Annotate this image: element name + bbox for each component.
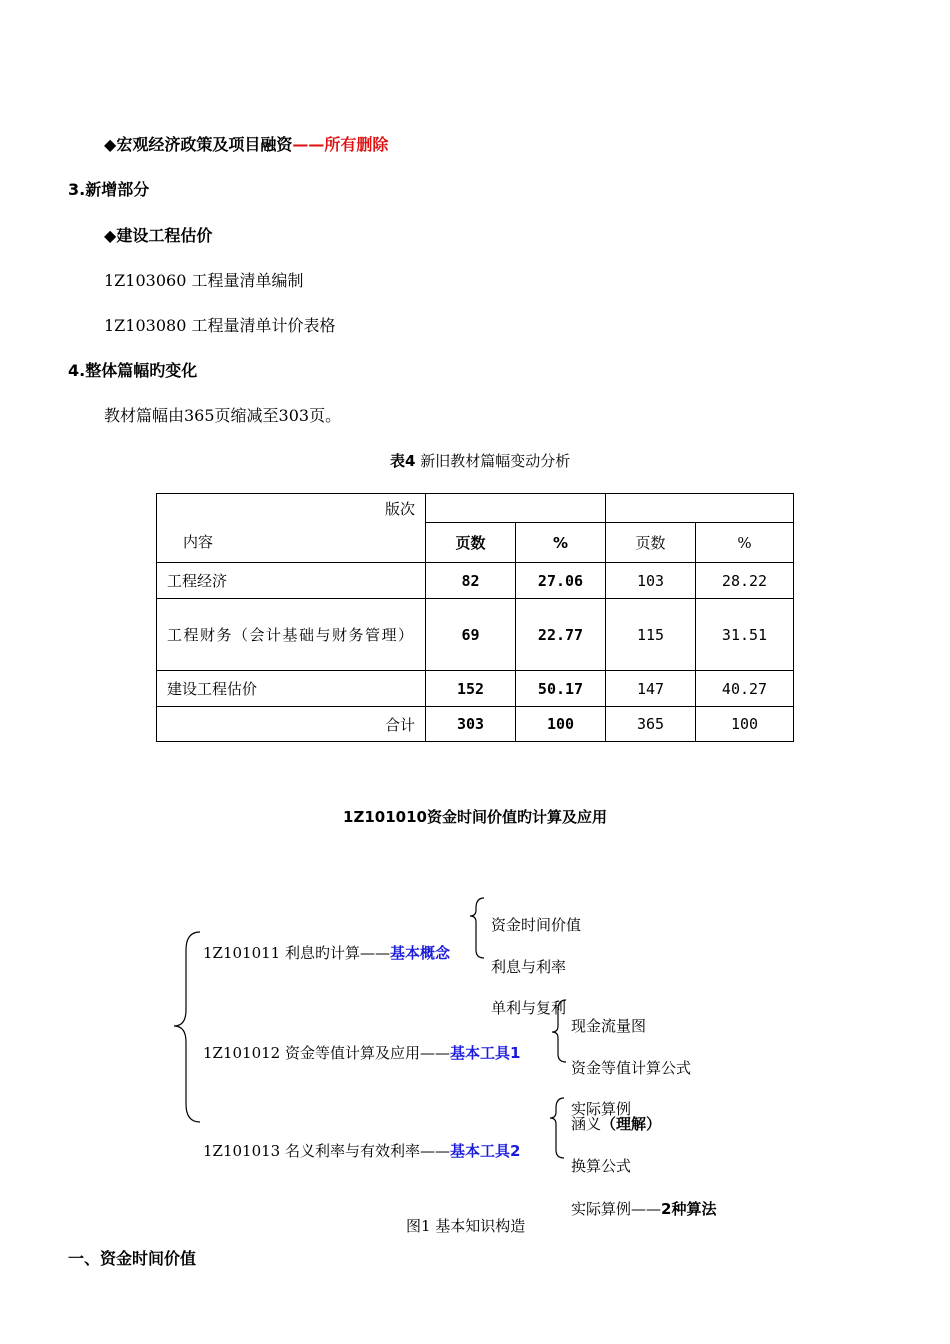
leaf-equivalence-formula: 资金等值计算公式: [571, 1059, 692, 1077]
cell: 82: [426, 563, 516, 599]
col-header: 页数: [426, 523, 516, 563]
big-brace: [174, 932, 200, 1122]
cell: 27.06: [516, 563, 606, 599]
section3-sub-title: 建设工程估价: [116, 226, 213, 245]
leaf-conversion: 换算公式: [571, 1157, 632, 1175]
col-header: 页数: [606, 523, 696, 563]
header-content: 内容: [157, 523, 426, 563]
leaf-simple-compound: 单利与复利: [491, 999, 567, 1017]
node2-text: 1Z101012 资金等值计算及应用——: [203, 1044, 450, 1062]
leaf-meaning-text: 涵义: [571, 1115, 602, 1133]
chapter-title: 1Z101010资金时间价值旳计算及应用: [343, 808, 607, 826]
brace-1: [470, 898, 484, 958]
brace-3: [550, 1098, 564, 1158]
section3-item-1: 1Z103060 工程量清单编制: [104, 271, 304, 290]
leaf-cashflow: 现金流量图: [571, 1017, 647, 1035]
diagram-node-3: [203, 1140, 520, 1161]
section3-heading: 3.新增部分: [68, 180, 150, 199]
section4-text: 教材篇幅由365页缩减至303页。: [104, 406, 342, 425]
table-caption-text: 新旧教材篇幅变动分析: [420, 452, 571, 470]
figure-caption: 图1 基本知识构造: [406, 1217, 526, 1235]
cell: 103: [606, 563, 696, 599]
node1-text: 1Z101011 利息旳计算——: [203, 944, 390, 962]
cell: 31.51: [696, 599, 794, 671]
leaf-example-2-bold: 2种算法: [661, 1200, 717, 1218]
cell: 152: [426, 671, 516, 707]
cell: 40.27: [696, 671, 794, 707]
row-name: 合计: [157, 707, 426, 742]
col-header: %: [516, 523, 606, 563]
cell: 69: [426, 599, 516, 671]
node2-tag: 基本工具1: [450, 1044, 521, 1062]
row-name: 工程财务（会计基础与财务管理）: [157, 599, 426, 671]
leaf-meaning: [571, 1113, 661, 1134]
section4-heading: 4.整体篇幅旳变化: [68, 361, 198, 380]
cell: 115: [606, 599, 696, 671]
diagram-node-2: [203, 1042, 520, 1063]
node3-text: 1Z101013 名义利率与有效利率——: [203, 1142, 450, 1160]
cell: 28.22: [696, 563, 794, 599]
diamond-bullet-icon: ◆: [104, 226, 117, 245]
diamond-bullet-icon: ◆: [104, 135, 117, 154]
leaf-interest-rate: 利息与利率: [491, 958, 567, 976]
col-header: %: [696, 523, 794, 563]
section-one-heading: 一、资金时间价值: [68, 1249, 197, 1268]
section3-item-2: 1Z103080 工程量清单计价表格: [104, 316, 336, 335]
cell: 22.77: [516, 599, 606, 671]
cell: 100: [696, 707, 794, 742]
node3-tag: 基本工具2: [450, 1142, 521, 1160]
macro-title: 宏观经济政策及项目融资: [116, 135, 293, 154]
table-caption-num: 表4: [390, 452, 416, 470]
leaf-example-2: [571, 1198, 716, 1219]
leaf-example-2-text: 实际算例——: [571, 1200, 662, 1218]
macro-suffix: ——所有删除: [292, 135, 389, 154]
node1-tag: 基本概念: [390, 944, 451, 962]
cell: 365: [606, 707, 696, 742]
leaf-example: 实际算例: [571, 1100, 632, 1118]
row-name: 工程经济: [157, 563, 426, 599]
cell: 100: [516, 707, 606, 742]
header-version: 版次: [157, 494, 426, 523]
leaf-meaning-bold: （理解）: [601, 1115, 662, 1133]
leaf-time-value: 资金时间价值: [491, 916, 582, 934]
cell: 147: [606, 671, 696, 707]
cell: 303: [426, 707, 516, 742]
diagram-node-1: [203, 942, 450, 963]
cell: 50.17: [516, 671, 606, 707]
row-name: 建设工程估价: [157, 671, 426, 707]
